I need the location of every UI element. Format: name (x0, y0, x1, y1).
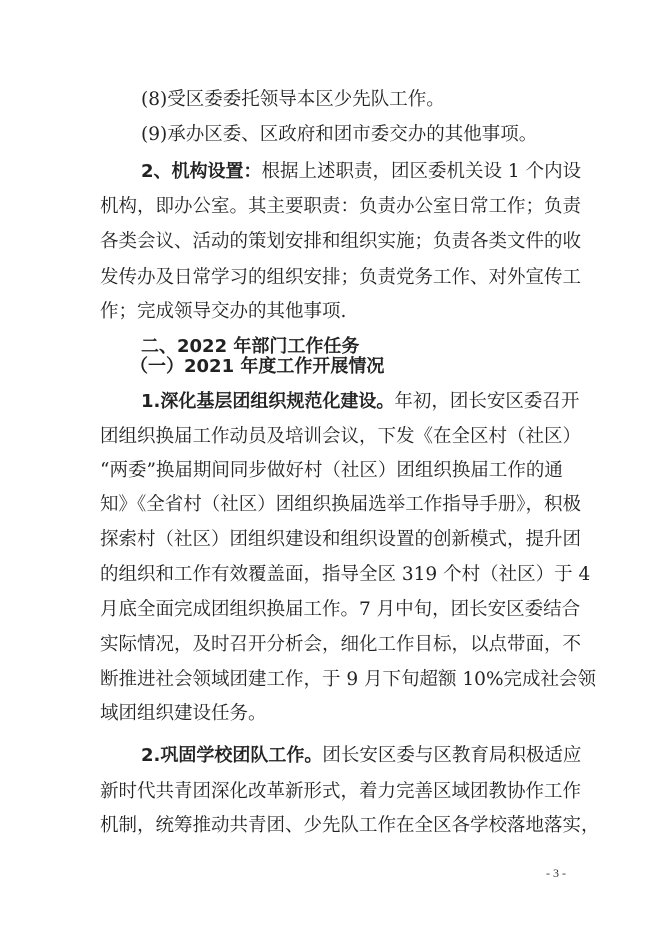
paragraph-line (100, 425, 582, 449)
paragraph-line (100, 493, 582, 517)
heading-text: （一）2021 年度工作开展情况 (130, 356, 385, 377)
paragraph-line (100, 459, 562, 483)
line-text: 机构，即办公室。其主要职责：负责办公室日常工作；负责 (100, 196, 582, 217)
section-heading: 2、机构设置： (141, 161, 262, 182)
line-text: 探索村（社区）团组织建设和组织设置的创新模式，提升团 (100, 529, 582, 550)
line-text: 作；完成领导交办的其他事项. (100, 301, 347, 322)
paragraph-line (100, 266, 582, 290)
line-text: 根据上述职责，团区委机关设 1 个内设 (261, 161, 582, 182)
line-text: (8)受区委委托领导本区少先队工作。 (141, 89, 445, 110)
paragraph-line (100, 230, 582, 254)
paragraph-line (100, 528, 582, 552)
line-text: 团组织换届工作动员及培训会议，下发《在全区村（社区） (100, 426, 582, 447)
paragraph-line (100, 300, 562, 324)
line-text: 实际情况，及时召开分析会，细化工作目标，以点带面，不 (100, 634, 582, 655)
line-text: 域团组织建设任务。 (100, 703, 267, 724)
line-text: 知》《全省村（社区）团组织换届选举工作指导手册》，积极 (100, 494, 582, 515)
paragraph-line (100, 563, 591, 587)
line-text: 新时代共青团深化改革新形式，着力完善区域团教协作工作 (100, 781, 582, 802)
paragraph-line (141, 744, 582, 768)
subsection-heading (130, 355, 592, 379)
page-number: - 3 - (546, 866, 566, 880)
line-text: 年初，团长安区委召开 (394, 391, 580, 412)
item-heading: 1.深化基层团组织规范化建设。 (141, 391, 395, 412)
paragraph-line (141, 160, 582, 184)
line-text: 断推进社会领域团建工作，于 9 月下旬超额 10%完成社会领 (100, 669, 597, 690)
heading-text: 二、2022 年部门工作任务 (141, 336, 360, 357)
paragraph-line (100, 195, 582, 219)
line-text: “两委”换届期间同步做好村（社区）团组织换届工作的通 (100, 460, 563, 481)
line-text: 的组织和工作有效覆盖面，指导全区 319 个村（社区）于 4 (100, 564, 591, 585)
line-text: 团长安区委与区教育局积极适应 (322, 745, 582, 766)
paragraph-line (100, 598, 581, 622)
line-text: 各类会议、活动的策划安排和组织实施；负责各类文件的收 (100, 231, 582, 252)
paragraph-line (100, 633, 582, 657)
paragraph-line (100, 780, 582, 804)
item-heading: 2.巩固学校团队工作。 (141, 745, 323, 766)
paragraph-line (100, 814, 600, 838)
line-text: 月底全面完成团组织换届工作。7 月中旬，团长安区委结合 (100, 599, 581, 620)
line-text: (9)承办区委、区政府和团市委交办的其他事项。 (141, 124, 538, 145)
list-item-8 (141, 88, 562, 112)
paragraph-line (100, 702, 562, 726)
paragraph-line (100, 668, 597, 692)
paragraph-line (141, 390, 580, 414)
line-text: 发传办及日常学习的组织安排；负责党务工作、对外宣传工 (100, 267, 582, 288)
list-item-9 (141, 123, 562, 147)
line-text: 机制，统筹推动共青团、少先队工作在全区各学校落地落实， (100, 815, 600, 836)
